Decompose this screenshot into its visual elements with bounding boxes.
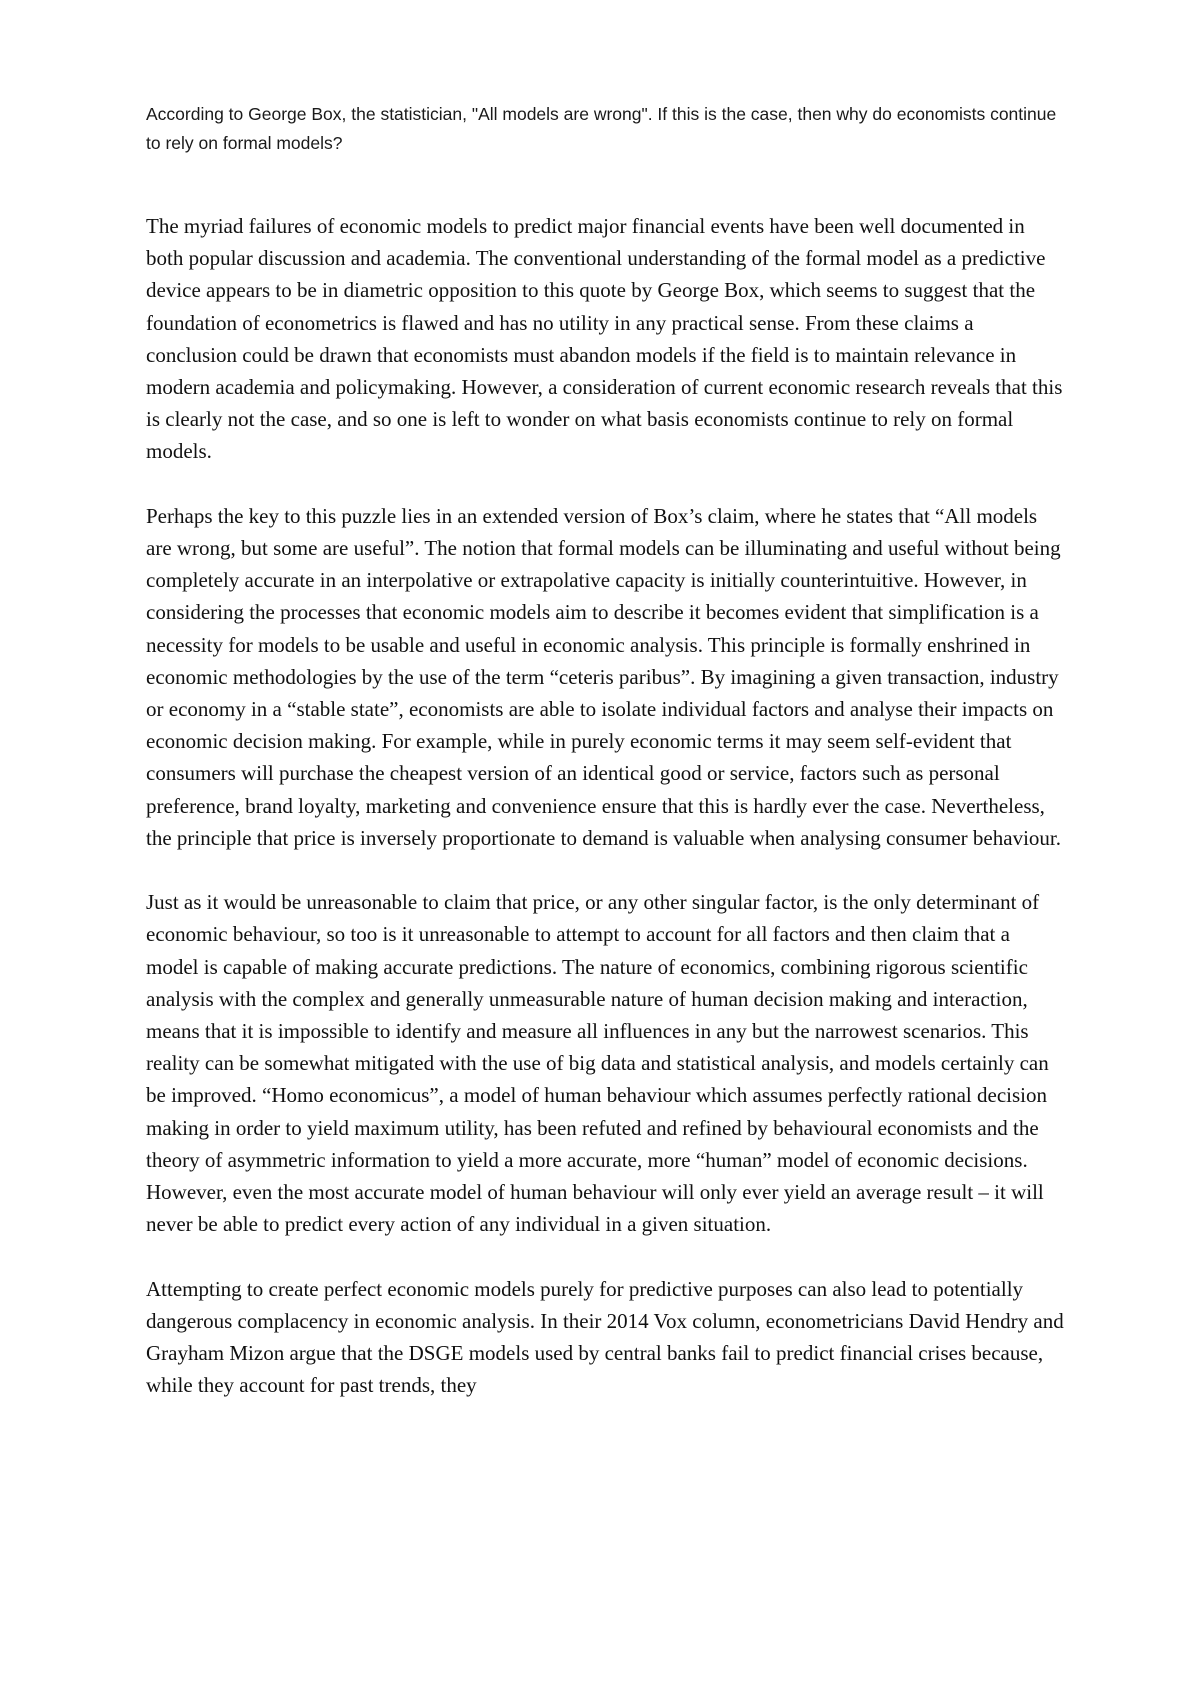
- paragraph-2: Perhaps the key to this puzzle lies in an extended version of Box’s claim, where he states that “All models are wrong, but some are useful”. The notion that formal models can be illuminating and useful without being completely accurate in an interpolative or extrapolative capacity is initially counterintuitive. However, in considering the processes that economic models aim to describe it becomes evident that simplification is a necessity for models to be usable and useful in economic analysis. This principle is formally enshrined in economic methodologies by the use of the term “ceteris paribus”. By imagining a given transaction, industry or economy in a “stable state”, economists are able to isolate individual factors and analyse their impacts on economic decision making. For example, while in purely economic terms it may seem self-evident that consumers will purchase the cheapest version of an identical good or service, factors such as personal preference, brand loyalty, marketing and convenience ensure that this is hardly ever the case. Nevertheless, the principle that price is inversely proportionate to demand is valuable when analysing consumer behaviour.: [146, 503, 1061, 850]
- paragraph-4: Attempting to create perfect economic models purely for predictive purposes can also lead to potentially dangerous complacency in economic analysis. In their 2014 Vox column, econometricians David Hendry and Grayham Mizon argue that the DSGE models used by central banks fail to predict financial crises because, while they account for past trends, they: [146, 1276, 1064, 1398]
- paragraph-1: The myriad failures of economic models to predict major financial events have been well documented in both popular discussion and academia. The conventional understanding of the formal model as a predictive device appears to be in diametric opposition to this quote by George Box, which seems to suggest that the foundation of econometrics is flawed and has no utility in any practical sense. From these claims a conclusion could be drawn that economists must abandon models if the field is to maintain relevance in modern academia and policymaking. However, a consideration of current economic research reveals that this is clearly not the case, and so one is left to wonder on what basis economists continue to rely on formal models.: [146, 214, 1063, 464]
- paragraph-3: Just as it would be unreasonable to claim that price, or any other singular factor, is the only determinant of economic behaviour, so too is it unreasonable to attempt to account for all factors and then claim that a model is capable of making accurate predictions. The nature of economics, combining rigorous scientific analysis with the complex and generally unmeasurable nature of human decision making and interaction, means that it is impossible to identify and measure all influences in any but the narrowest scenarios. This reality can be somewhat mitigated with the use of big data and statistical analysis, and models certainly can be improved. “Homo economicus”, a model of human behaviour which assumes perfectly rational decision making in order to yield maximum utility, has been refuted and refined by behavioural economists and the theory of asymmetric information to yield a more accurate, more “human” model of economic decisions. However, even the most accurate model of human behaviour will only ever yield an average result – it will never be able to predict every action of any individual in a given situation.: [146, 890, 1049, 1237]
- essay-body: [146, 210, 1066, 1434]
- essay-question: According to George Box, the statistician, "All models are wrong". If this is the case, then why do economists continue to rely on formal models?: [146, 104, 1057, 153]
